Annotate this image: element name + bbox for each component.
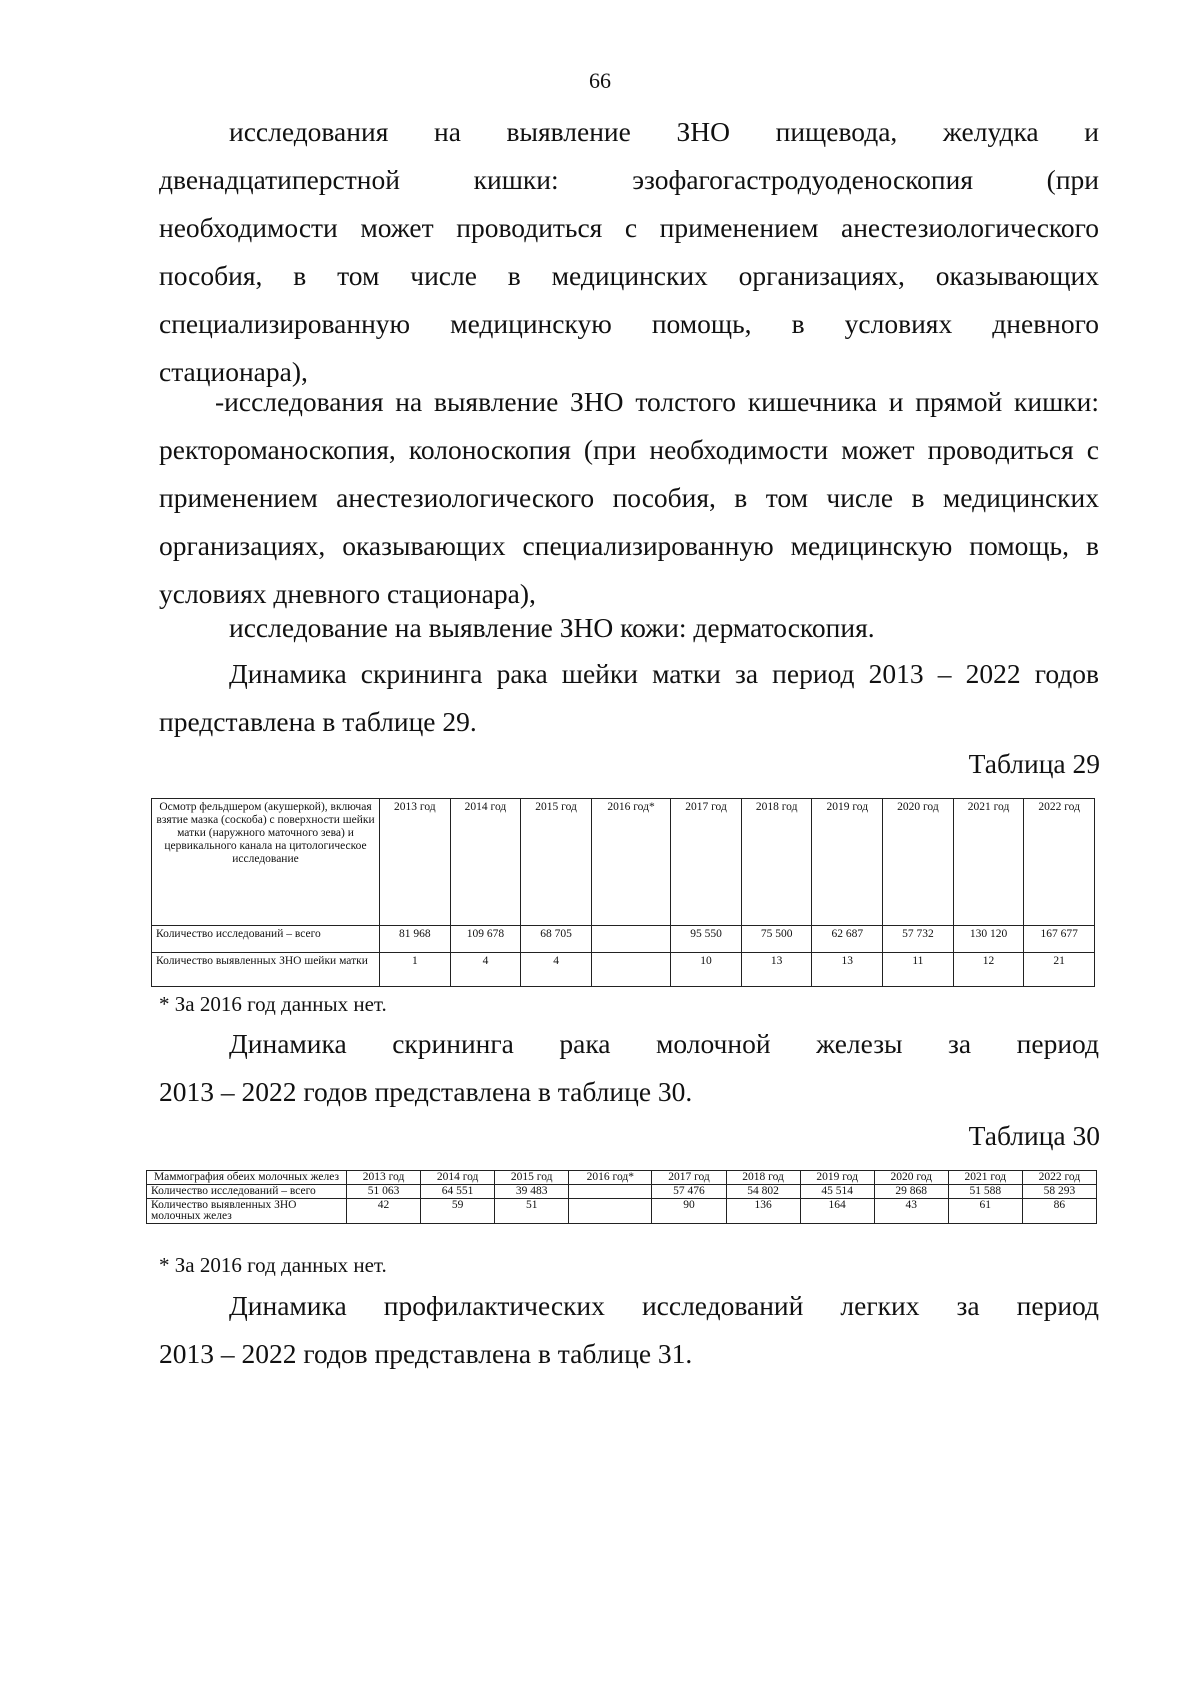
page-number: 66 [589, 68, 611, 93]
text-line: стационара), [159, 356, 308, 387]
table-row [147, 1199, 1097, 1224]
table-cell: 43 [874, 1199, 948, 1224]
table-cell: 86 [1022, 1199, 1096, 1224]
table-cell: 45 514 [800, 1185, 874, 1199]
table-cell: 13 [741, 953, 812, 987]
table-cell [569, 1185, 652, 1199]
text-line: Динамика скрининга рака шейки матки за период 2013 – 2022 годов [229, 658, 1099, 689]
table-cell: 29 868 [874, 1185, 948, 1199]
year-header: 2019 год [812, 799, 883, 926]
table-cell: 136 [726, 1199, 800, 1224]
row-label: Количество выявленных ЗНО молочных желез [147, 1199, 347, 1224]
text-line: двенадцатиперстной кишки: эзофагогастродуоденоскопия (при [159, 164, 1099, 195]
year-header: 2021 год [953, 799, 1024, 926]
table-cell: 62 687 [812, 926, 883, 953]
text-line: 2013 – 2022 годов представлена в таблице 30. [159, 1076, 693, 1107]
text-line: исследования на выявление ЗНО пищевода, желудка и [229, 116, 1099, 147]
year-header: 2020 год [883, 799, 954, 926]
table-header-row [152, 799, 1095, 926]
table-cell: 164 [800, 1199, 874, 1224]
year-header: 2013 год [347, 1171, 421, 1185]
paragraph-lungs-intro [159, 1282, 1099, 1378]
year-header: 2013 год [380, 799, 451, 926]
year-header: 2014 год [421, 1171, 495, 1185]
table-cell: 81 968 [380, 926, 451, 953]
table-cell: 68 705 [521, 926, 592, 953]
table-cell: 90 [652, 1199, 726, 1224]
paragraph-esophagus [159, 108, 1099, 396]
year-header: 2019 год [800, 1171, 874, 1185]
table-cell: 64 551 [421, 1185, 495, 1199]
text-line: условиях дневного стационара), [159, 578, 536, 609]
table-cell [591, 953, 670, 987]
table-header-label: Осмотр фельдшером (акушеркой), включая взятие мазка (соскоба) с поверхности шейки матки (наружного маточного зева) и цервикального канала на цитологическое исследование [152, 799, 380, 926]
row-label: Количество выявленных ЗНО шейки матки [152, 953, 380, 987]
table-header-row [147, 1171, 1097, 1185]
year-header: 2016 год* [569, 1171, 652, 1185]
paragraph-cervix-intro [159, 650, 1099, 746]
text-line: специализированную медицинскую помощь, в условиях дневного [159, 308, 1099, 339]
table-cell: 1 [380, 953, 451, 987]
table-cell: 167 677 [1024, 926, 1095, 953]
year-header: 2015 год [495, 1171, 569, 1185]
year-header: 2018 год [726, 1171, 800, 1185]
table29-caption: Таблица 29 [968, 748, 1100, 779]
table-cell: 51 [495, 1199, 569, 1224]
table-cell: 42 [347, 1199, 421, 1224]
text-line: представлена в таблице 29. [159, 706, 477, 737]
year-header: 2016 год* [591, 799, 670, 926]
paragraph-breast-intro [159, 1020, 1099, 1116]
table29-footnote: * За 2016 год данных нет. [159, 992, 387, 1016]
year-header: 2015 год [521, 799, 592, 926]
text-line: необходимости может проводиться с применением анестезиологического [159, 212, 1099, 243]
text-line: -исследования на выявление ЗНО толстого кишечника и прямой кишки: [215, 386, 1099, 417]
table-29 [151, 798, 1095, 987]
table-cell: 57 476 [652, 1185, 726, 1199]
table-cell: 95 550 [671, 926, 742, 953]
table-cell: 10 [671, 953, 742, 987]
table-row [152, 953, 1095, 987]
table-cell: 11 [883, 953, 954, 987]
table30-caption: Таблица 30 [968, 1120, 1100, 1151]
text-line: 2013 – 2022 годов представлена в таблице 31. [159, 1338, 693, 1369]
table-row [147, 1185, 1097, 1199]
table-cell: 75 500 [741, 926, 812, 953]
year-header: 2020 год [874, 1171, 948, 1185]
table-cell: 51 588 [948, 1185, 1022, 1199]
table-cell: 51 063 [347, 1185, 421, 1199]
year-header: 2021 год [948, 1171, 1022, 1185]
text-line: Динамика скрининга рака молочной железы за период [229, 1028, 1099, 1059]
table-cell: 61 [948, 1199, 1022, 1224]
paragraph-skin: исследование на выявление ЗНО кожи: дерматоскопия. [229, 612, 875, 643]
text-line: ректороманоскопия, колоноскопия (при необходимости может проводиться с [159, 434, 1099, 465]
table-cell: 4 [521, 953, 592, 987]
text-line: организациях, оказывающих специализированную медицинскую помощь, в [159, 530, 1099, 561]
table-cell [569, 1199, 652, 1224]
year-header: 2017 год [652, 1171, 726, 1185]
year-header: 2022 год [1022, 1171, 1096, 1185]
text-line: применением анестезиологического пособия, в том числе в медицинских [159, 482, 1099, 513]
table-cell: 58 293 [1022, 1185, 1096, 1199]
table-row [152, 926, 1095, 953]
table-cell: 59 [421, 1199, 495, 1224]
table-cell: 39 483 [495, 1185, 569, 1199]
table-cell [591, 926, 670, 953]
table-cell: 12 [953, 953, 1024, 987]
table-30 [146, 1170, 1097, 1224]
table-cell: 21 [1024, 953, 1095, 987]
table-cell: 130 120 [953, 926, 1024, 953]
year-header: 2014 год [450, 799, 521, 926]
table-cell: 13 [812, 953, 883, 987]
row-label: Количество исследований – всего [147, 1185, 347, 1199]
year-header: 2022 год [1024, 799, 1095, 926]
table-cell: 57 732 [883, 926, 954, 953]
table-cell: 54 802 [726, 1185, 800, 1199]
table30-footnote: * За 2016 год данных нет. [159, 1253, 387, 1277]
text-line: Динамика профилактических исследований легких за период [229, 1290, 1099, 1321]
table-cell: 4 [450, 953, 521, 987]
table-header-label: Маммография обеих молочных желез [147, 1171, 347, 1185]
paragraph-colon [159, 378, 1099, 618]
text-line: пособия, в том числе в медицинских организациях, оказывающих [159, 260, 1099, 291]
year-header: 2018 год [741, 799, 812, 926]
row-label: Количество исследований – всего [152, 926, 380, 953]
year-header: 2017 год [671, 799, 742, 926]
table-cell: 109 678 [450, 926, 521, 953]
